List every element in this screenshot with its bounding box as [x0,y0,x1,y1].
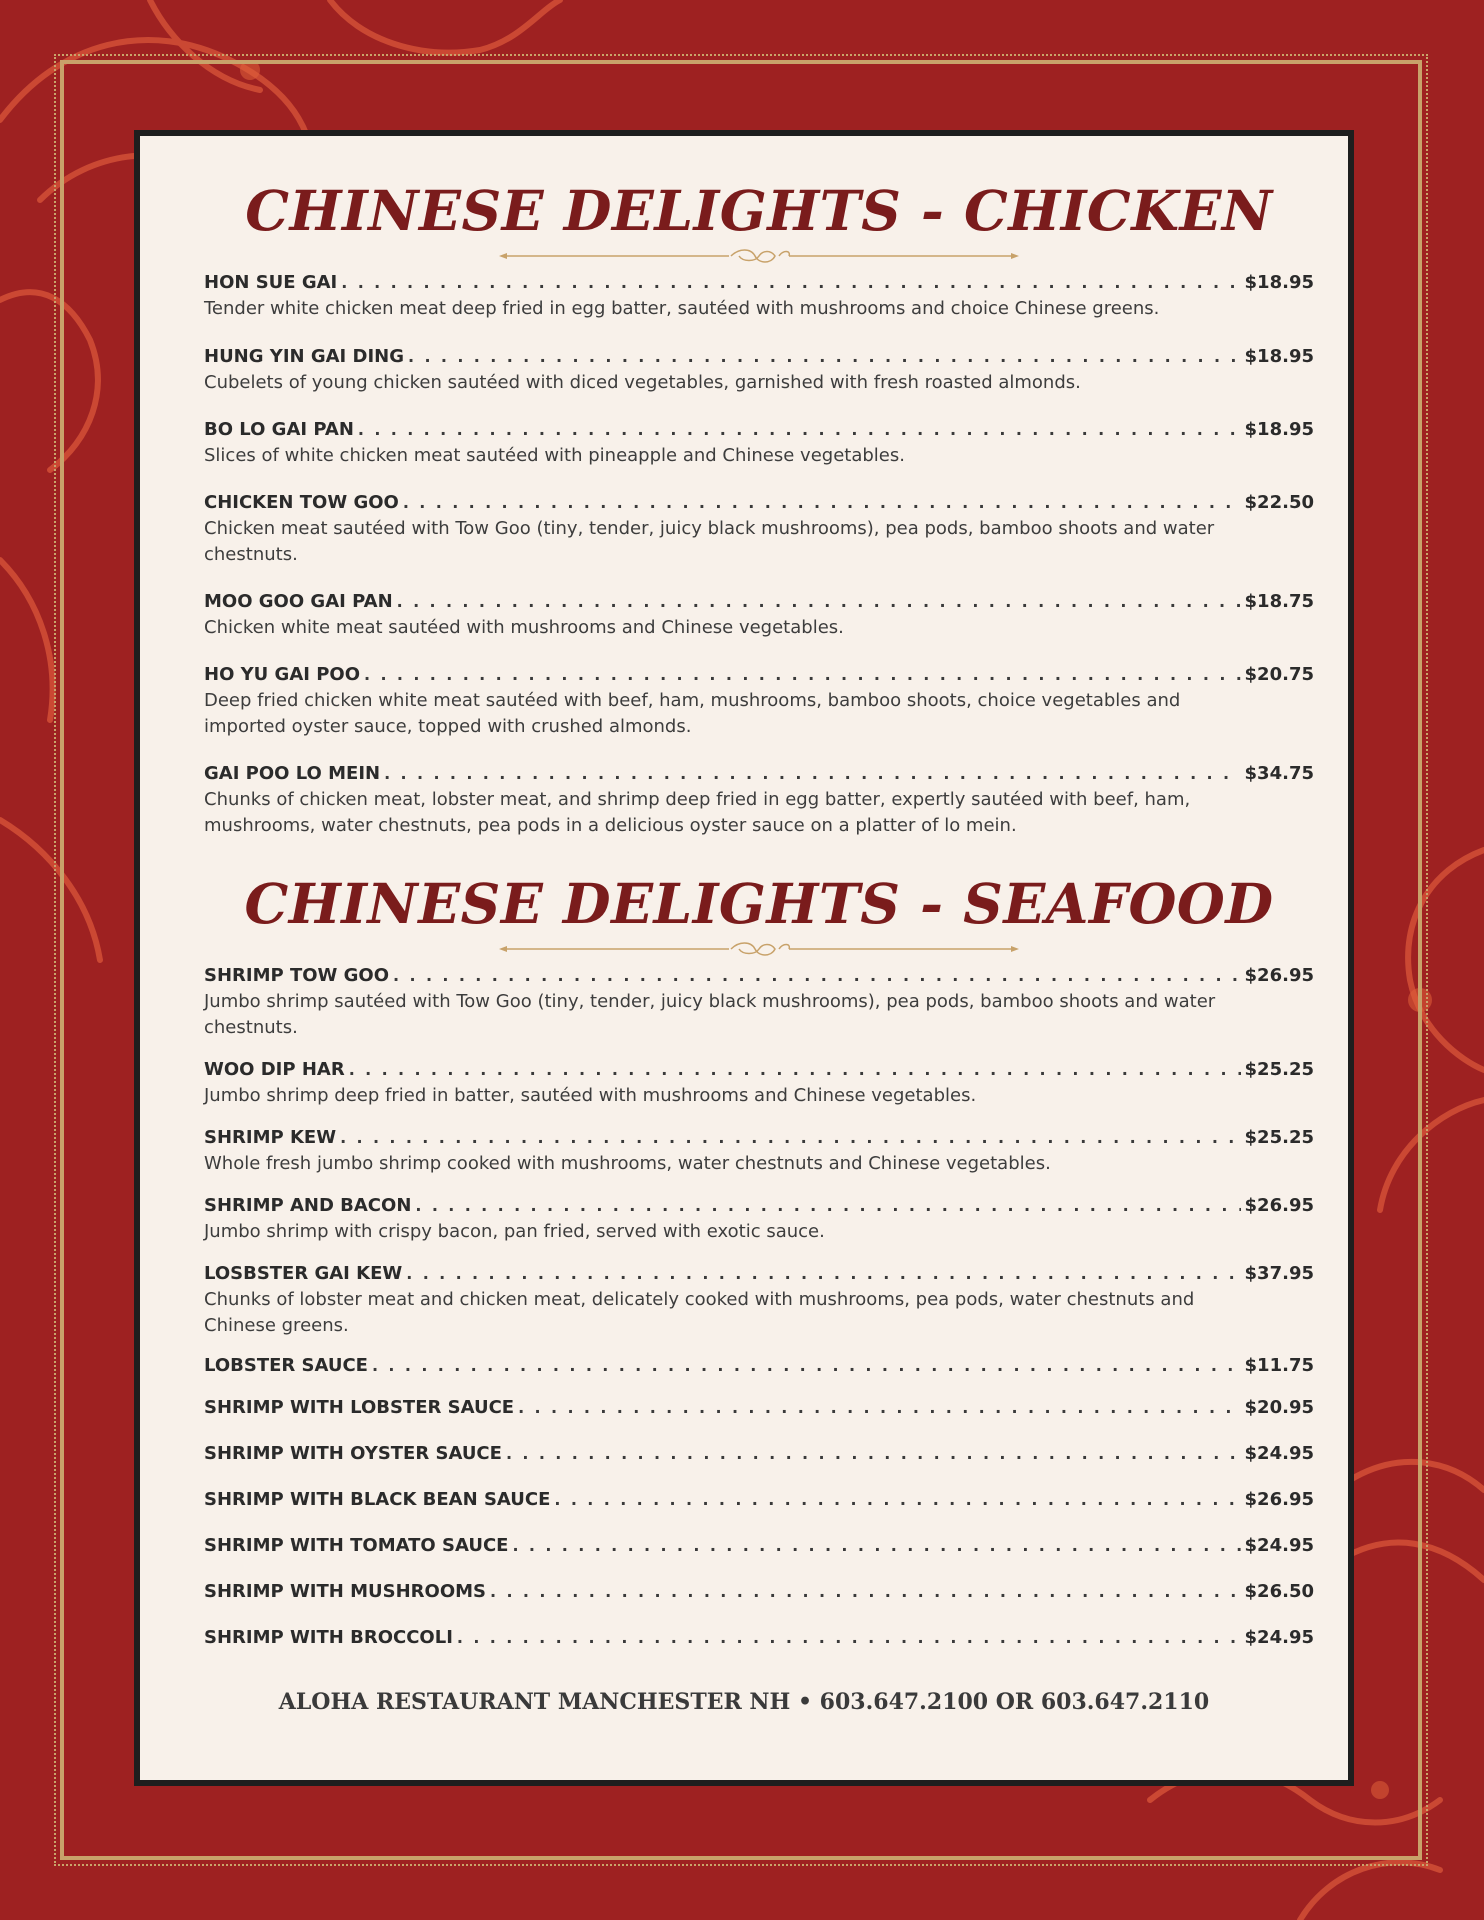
dot-leader [358,417,1241,443]
menu-item [204,1057,1314,1109]
menu-item [204,1193,1314,1245]
item-price: $25.25 [1244,1059,1314,1080]
item-description: Jumbo shrimp with crispy bacon, pan fried, served with exotic sauce. [204,1221,825,1242]
menu-item [204,1261,1314,1339]
item-name: SHRIMP TOW GOO [204,965,390,986]
item-name: LOBSTER SAUCE [204,1355,368,1376]
item-name: GAI POO LO MEIN [204,763,381,784]
item-name: SHRIMP KEW [204,1127,337,1148]
menu-content [204,136,1314,1651]
item-name: CHICKEN TOW GOO [204,492,399,513]
dot-leader [364,662,1241,688]
dot-leader [457,1625,1241,1651]
item-description: Chicken meat sautéed with Tow Goo (tiny, tender, juicy black mushrooms), pea pods, bamboo shoots and water chestnuts. [204,518,1215,565]
item-description: Tender white chicken meat deep fried in egg batter, sautéed with mushrooms and choice Chinese greens. [204,298,1160,319]
item-price: $34.75 [1244,763,1314,784]
section-title: CHINESE DELIGHTS - CHICKEN [245,178,1273,243]
menu-item [204,270,1314,322]
section-chicken [204,136,1314,839]
item-name: HUNG YIN GAI DING [204,346,404,367]
item-price: $24.95 [1244,1627,1314,1648]
item-price: $25.25 [1244,1127,1314,1148]
dot-leader [397,589,1241,615]
item-price: $26.95 [1244,1489,1314,1510]
item-description: Whole fresh jumbo shrimp cooked with mushrooms, water chestnuts and Chinese vegetables. [204,1153,1051,1174]
dot-leader [384,761,1240,787]
item-price: $11.75 [1244,1355,1314,1376]
item-price: $20.75 [1244,664,1314,685]
item-description: Chicken white meat sautéed with mushrooms and Chinese vegetables. [204,617,844,638]
menu-item [204,1353,1314,1379]
menu-item [204,761,1314,839]
item-name: SHRIMP WITH MUSHROOMS [204,1581,487,1602]
item-name: SHRIMP WITH LOBSTER SAUCE [204,1397,515,1418]
item-name: SHRIMP WITH OYSTER SAUCE [204,1443,502,1464]
item-description: Cubelets of young chicken sautéed with diced vegetables, garnished with fresh roasted almonds. [204,372,1081,393]
item-description: Deep fried chicken white meat sautéed with beef, ham, mushrooms, bamboo shoots, choice vegetables and imported oyster sauce, topped with crushed almonds. [204,690,1181,737]
dot-leader [393,963,1240,989]
dot-leader [349,1057,1241,1083]
menu-item [204,589,1314,641]
item-name: SHRIMP WITH BLACK BEAN SAUCE [204,1489,551,1510]
menu-item [204,344,1314,396]
item-name: SHRIMP WITH BROCCOLI [204,1627,453,1648]
item-name: SHRIMP WITH TOMATO SAUCE [204,1535,509,1556]
item-name: LOSBSTER GAI KEW [204,1263,403,1284]
item-price: $22.50 [1244,492,1314,513]
item-description: Slices of white chicken meat sautéed with pineapple and Chinese vegetables. [204,445,905,466]
item-price: $26.95 [1244,1195,1314,1216]
restaurant-footer: ALOHA RESTAURANT MANCHESTER NH • 603.647.2100 OR 603.647.2110 [278,1689,1210,1715]
dot-leader [372,1353,1241,1379]
item-name: MOO GOO GAI PAN [204,591,393,612]
menu-item [204,490,1314,568]
item-price: $20.95 [1244,1397,1314,1418]
item-description: Jumbo shrimp sautéed with Tow Goo (tiny, tender, juicy black mushrooms), pea pods, bamboo shoots and water chestnuts. [204,991,1216,1038]
item-description: Chunks of lobster meat and chicken meat, delicately cooked with mushrooms, pea pods, water chestnuts and Chinese greens. [204,1289,1195,1336]
item-price: $18.95 [1244,346,1314,367]
item-name: BO LO GAI PAN [204,419,354,440]
item-description: Jumbo shrimp deep fried in batter, sautéed with mushrooms and Chinese vegetables. [204,1085,977,1106]
dot-leader [403,490,1241,516]
dot-leader [490,1579,1241,1605]
menu-item [204,963,1314,1041]
menu-item [204,1395,1314,1421]
item-description: Chunks of chicken meat, lobster meat, and shrimp deep fried in egg batter, expertly sautéed with beef, ham, mushrooms, water chestnuts, pea pods in a delicious oyster sauce on a platter of lo mein. [204,789,1191,836]
dot-leader [340,1125,1240,1151]
dot-leader [341,270,1240,296]
item-name: WOO DIP HAR [204,1059,345,1080]
item-price: $18.95 [1244,419,1314,440]
ornamental-divider-icon [499,939,1019,959]
menu-item [204,417,1314,469]
menu-item [204,1487,1314,1513]
section-title: CHINESE DELIGHTS - SEAFOOD [244,871,1274,936]
dot-leader [554,1487,1240,1513]
menu-item [204,1533,1314,1559]
dot-leader [518,1395,1240,1421]
dot-leader [406,1261,1240,1287]
item-name: HO YU GAI POO [204,664,361,685]
menu-item [204,1579,1314,1605]
dot-leader [415,1193,1240,1219]
item-price: $18.75 [1244,591,1314,612]
item-price: $18.95 [1244,272,1314,293]
item-price: $37.95 [1244,1263,1314,1284]
item-name: HON SUE GAI [204,272,338,293]
menu-panel [134,130,1354,1786]
dot-leader [512,1533,1240,1559]
menu-item [204,662,1314,740]
item-name: SHRIMP AND BACON [204,1195,412,1216]
ornamental-divider-icon [499,246,1019,266]
item-price: $24.95 [1244,1443,1314,1464]
item-price: $24.95 [1244,1535,1314,1556]
menu-item [204,1441,1314,1467]
section-seafood [204,839,1314,1651]
menu-item [204,1125,1314,1177]
dot-leader [408,344,1241,370]
item-price: $26.50 [1244,1581,1314,1602]
dot-leader [506,1441,1241,1467]
item-price: $26.95 [1244,965,1314,986]
menu-item [204,1625,1314,1651]
